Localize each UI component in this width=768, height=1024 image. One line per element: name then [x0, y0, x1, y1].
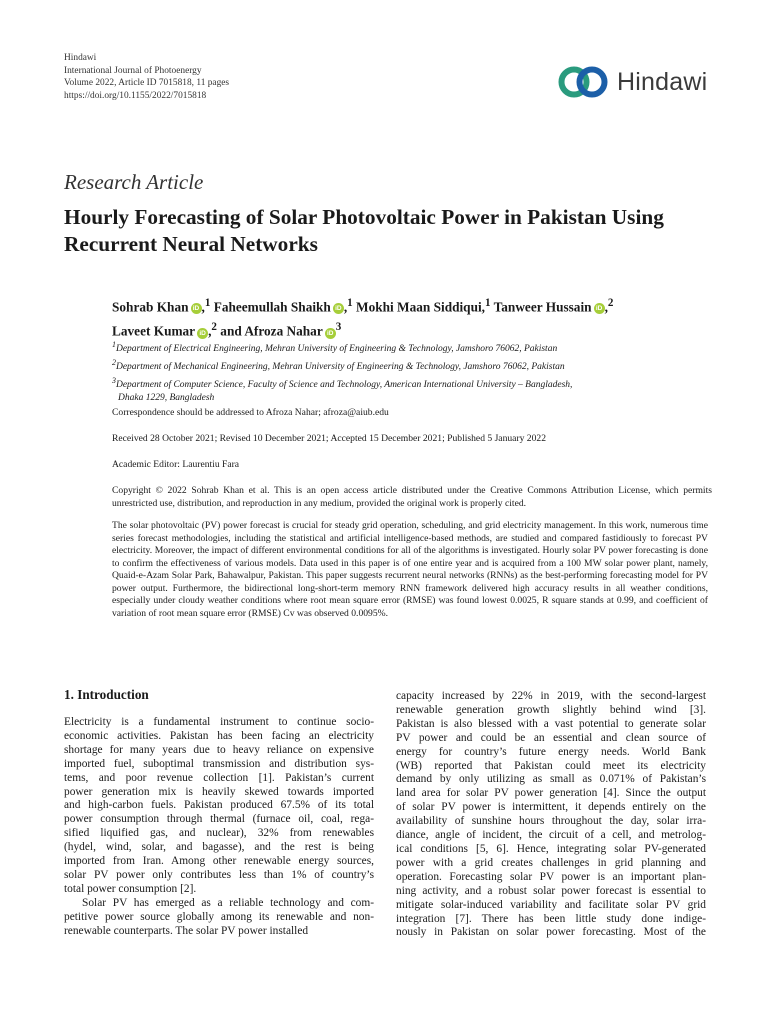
journal-name: International Journal of Photoenergy — [64, 65, 202, 76]
academic-editor: Academic Editor: Laurentiu Fara — [112, 459, 240, 470]
publication-dates: Received 28 October 2021; Revised 10 December 2021; Accepted 15 December 2021; Published 5 January 2022 — [112, 433, 546, 444]
hindawi-logo-icon — [557, 65, 611, 99]
affiliation-text: Department of Electrical Engineering, Mehran University of Engineering & Technology, Jamshoro 76062, Pakistan — [115, 344, 558, 355]
text-line: diance, angle of incident, the circuit of a cell, and metrolog- — [396, 829, 706, 842]
hindawi-logo — [557, 62, 707, 102]
affiliation-number: 1 — [112, 340, 116, 349]
author-affiliation-mark: 2 — [607, 297, 614, 309]
hindawi-logo-text: Hindawi — [617, 67, 708, 96]
text-line: power generation mix is heavily skewed towards imported — [64, 785, 374, 798]
author-line-2: Laveet Kumar iD ,$^2$ and Afroza Nahar iD $^3$ — [112, 321, 342, 339]
author-affiliation-mark: 1 — [204, 297, 211, 309]
author-name[interactable]: Faheemullah Shaikh — [213, 299, 331, 315]
text-line: shortage for many years due to heavy reliance on expensive — [64, 743, 374, 756]
text-line: integration [7]. There has been little study done indige- — [396, 912, 706, 925]
paragraph — [396, 690, 706, 940]
text-line: solar PV power only contributes less than 1% of country’s — [64, 868, 374, 881]
author-line-1: Sohrab Khan iD ,$^1$ Faheemullah Shaikh iD ,$^1$ Mokhi Maan Siddiqui,$^1$ Tanweer Hussain iD ,$^2$ — [112, 297, 614, 315]
text-line: land area for solar PV power generation [4]. Since the output — [396, 787, 706, 800]
text-line: economic activities. Pakistan has been facing an electricity — [64, 729, 374, 742]
affiliation-number: 3 — [112, 376, 116, 386]
orcid-icon[interactable]: iD — [197, 328, 208, 339]
orcid-icon[interactable]: iD — [325, 328, 336, 339]
volume-line: Volume 2022, Article ID 7015818, 11 pages — [64, 78, 230, 89]
text-line: power consumption through thermal (furnace oil, coal, rega- — [64, 813, 374, 826]
journal-header — [64, 52, 229, 102]
author-name[interactable]: and Afroza Nahar — [220, 323, 323, 339]
author-name[interactable]: Sohrab Khan — [112, 299, 189, 315]
left-column — [64, 716, 374, 939]
text-line: power with a grid creates challenges in grid planning and — [396, 856, 706, 869]
paragraph — [64, 716, 374, 897]
text-line: (WB) reported that Pakistan could meet its electricity — [396, 759, 706, 772]
text-line: PV power and could be an essential and clean source of — [396, 731, 706, 744]
author-affiliation-mark: 3 — [335, 321, 342, 334]
text-line: and high-carbon fuels. Pakistan produced 67.5% of its total — [64, 799, 374, 812]
author-name[interactable]: Tanweer Hussain — [493, 299, 592, 315]
orcid-icon[interactable]: iD — [333, 303, 344, 314]
text-line: demand by only utilizing as small as 0.071% of Pakistan’s — [396, 773, 706, 786]
affiliation-3 — [112, 374, 712, 392]
text-line: petitive power source globally among its renewable and non- — [64, 910, 374, 923]
affiliation-2 — [112, 356, 712, 374]
author-list — [112, 293, 712, 342]
section-heading: 1. Introduction — [64, 687, 149, 702]
text-line: Pakistan is also blessed with a vast potential to generate solar — [396, 717, 706, 730]
author-affiliation-mark: 1 — [485, 297, 491, 309]
affiliation-3-cont: Dhaka 1229, Bangladesh — [118, 393, 215, 404]
text-line: of solar PV power is intermittent, it depends entirely on the — [396, 801, 706, 814]
text-line: total power consumption [2]. — [64, 882, 197, 895]
text-line: tems, and poor revenue collection [1]. Pakistan’s current — [64, 771, 374, 784]
article-title: Hourly Forecasting of Solar Photovoltaic Power in Pakistan Using Recurrent Neural Networks — [64, 205, 664, 256]
author-name[interactable]: Mokhi Maan Siddiqui, — [356, 299, 485, 315]
text-line: imported from Iran. Among other renewable energy sources, — [64, 855, 374, 868]
text-line: energy for country’s future energy needs. World Bank — [396, 745, 706, 758]
right-column — [396, 690, 706, 940]
affiliation-number: 2 — [112, 358, 116, 368]
abstract: The solar photovoltaic (PV) power forecast is crucial for steady grid operation, scheduling, and grid electricity management. In this work, numerous time series forecast methodologies, including the statistical and artificial intelligence-based methods, are studied and compared fastidiously to forecast PV electricity. Moreover, the impact of different environmental conditions for all of the algorithms is investigated. Hourly solar PV power forecasting is done to confirm the effectiveness of various models. Data used in this paper is of one entire year and is acquired from a 100 MW solar power plant, namely, Quaid-e-Azam Solar Park, Bahawalpur, Pakistan. This paper suggests recurrent neural networks (RNNs) as the best-performing forecasting model for PV power output. Furthermore, the bidirectional long-short-term memory RNN framework delivered high accuracy results in all weather conditions, especially under cloudy weather conditions where root mean square error (RMSE) was found lowest 0.0025, R square stands at 0.99, and coefficient of variation of root mean square error (RMSE) Cv was observed 0.0095%. — [112, 520, 708, 619]
text-line: ning activity, and a robust solar power forecast is essential to — [396, 884, 706, 897]
copyright-notice: Copyright © 2022 Sohrab Khan et al. This is an open access article distributed under the Creative Commons Attribution License, which permits unrestricted use, distribution, and reproduction in any medium, provided the original work is properly cited. — [112, 485, 712, 509]
publisher-name: Hindawi — [64, 53, 97, 63]
article-type: Research Article — [64, 170, 204, 194]
affiliations — [112, 338, 712, 405]
text-line: availability of sunshine hours throughout the day, solar irra- — [396, 815, 706, 828]
text-line: capacity increased by 22% in 2019, with the second-largest — [396, 690, 706, 702]
text-line: ical conditions [5, 6]. Hence, integrating solar PV-generated — [396, 842, 706, 855]
text-line: sified liquified gas, and nuclear), 32% from renewables — [64, 827, 374, 840]
affiliation-1 — [112, 338, 712, 356]
correspondence: Correspondence should be addressed to Afroza Nahar; afroza@aiub.edu — [112, 407, 389, 418]
orcid-icon[interactable]: iD — [594, 303, 605, 314]
orcid-icon[interactable]: iD — [191, 303, 202, 314]
author-affiliation-mark: 2 — [211, 321, 217, 334]
text-line: Solar PV has emerged as a reliable technology and com- — [82, 896, 374, 909]
text-line: mitigate solar-induced variability and facilitate solar PV grid — [396, 898, 706, 911]
text-line: renewable generation growth slightly behind wind [3]. — [396, 703, 706, 716]
author-name[interactable]: Laveet Kumar — [112, 323, 196, 339]
text-line: nously in Pakistan on solar power forecasting. Most of the — [396, 926, 706, 939]
paragraph — [64, 897, 374, 939]
doi-link[interactable]: https://doi.org/10.1155/2022/7015818 — [64, 90, 207, 101]
affiliation-text: Department of Computer Science, Faculty of Science and Technology, American International University – Bangladesh, — [115, 380, 573, 391]
author-affiliation-mark: 1 — [347, 297, 353, 309]
text-line: imported fuel, suboptimal transmission and distribution sys- — [64, 757, 374, 770]
affiliation-text: Department of Mechanical Engineering, Mehran University of Engineering & Technology, Jamshoro 76062, Pakistan — [115, 362, 565, 373]
text-line: (hydel, wind, solar, and bagasse), and the rest is being — [64, 841, 374, 854]
text-line: operation. Forecasting solar PV power is an important plan- — [396, 870, 706, 883]
text-line: Electricity is a fundamental instrument to continue socio- — [64, 716, 374, 728]
text-line: renewable counterparts. The solar PV power installed — [64, 924, 309, 937]
